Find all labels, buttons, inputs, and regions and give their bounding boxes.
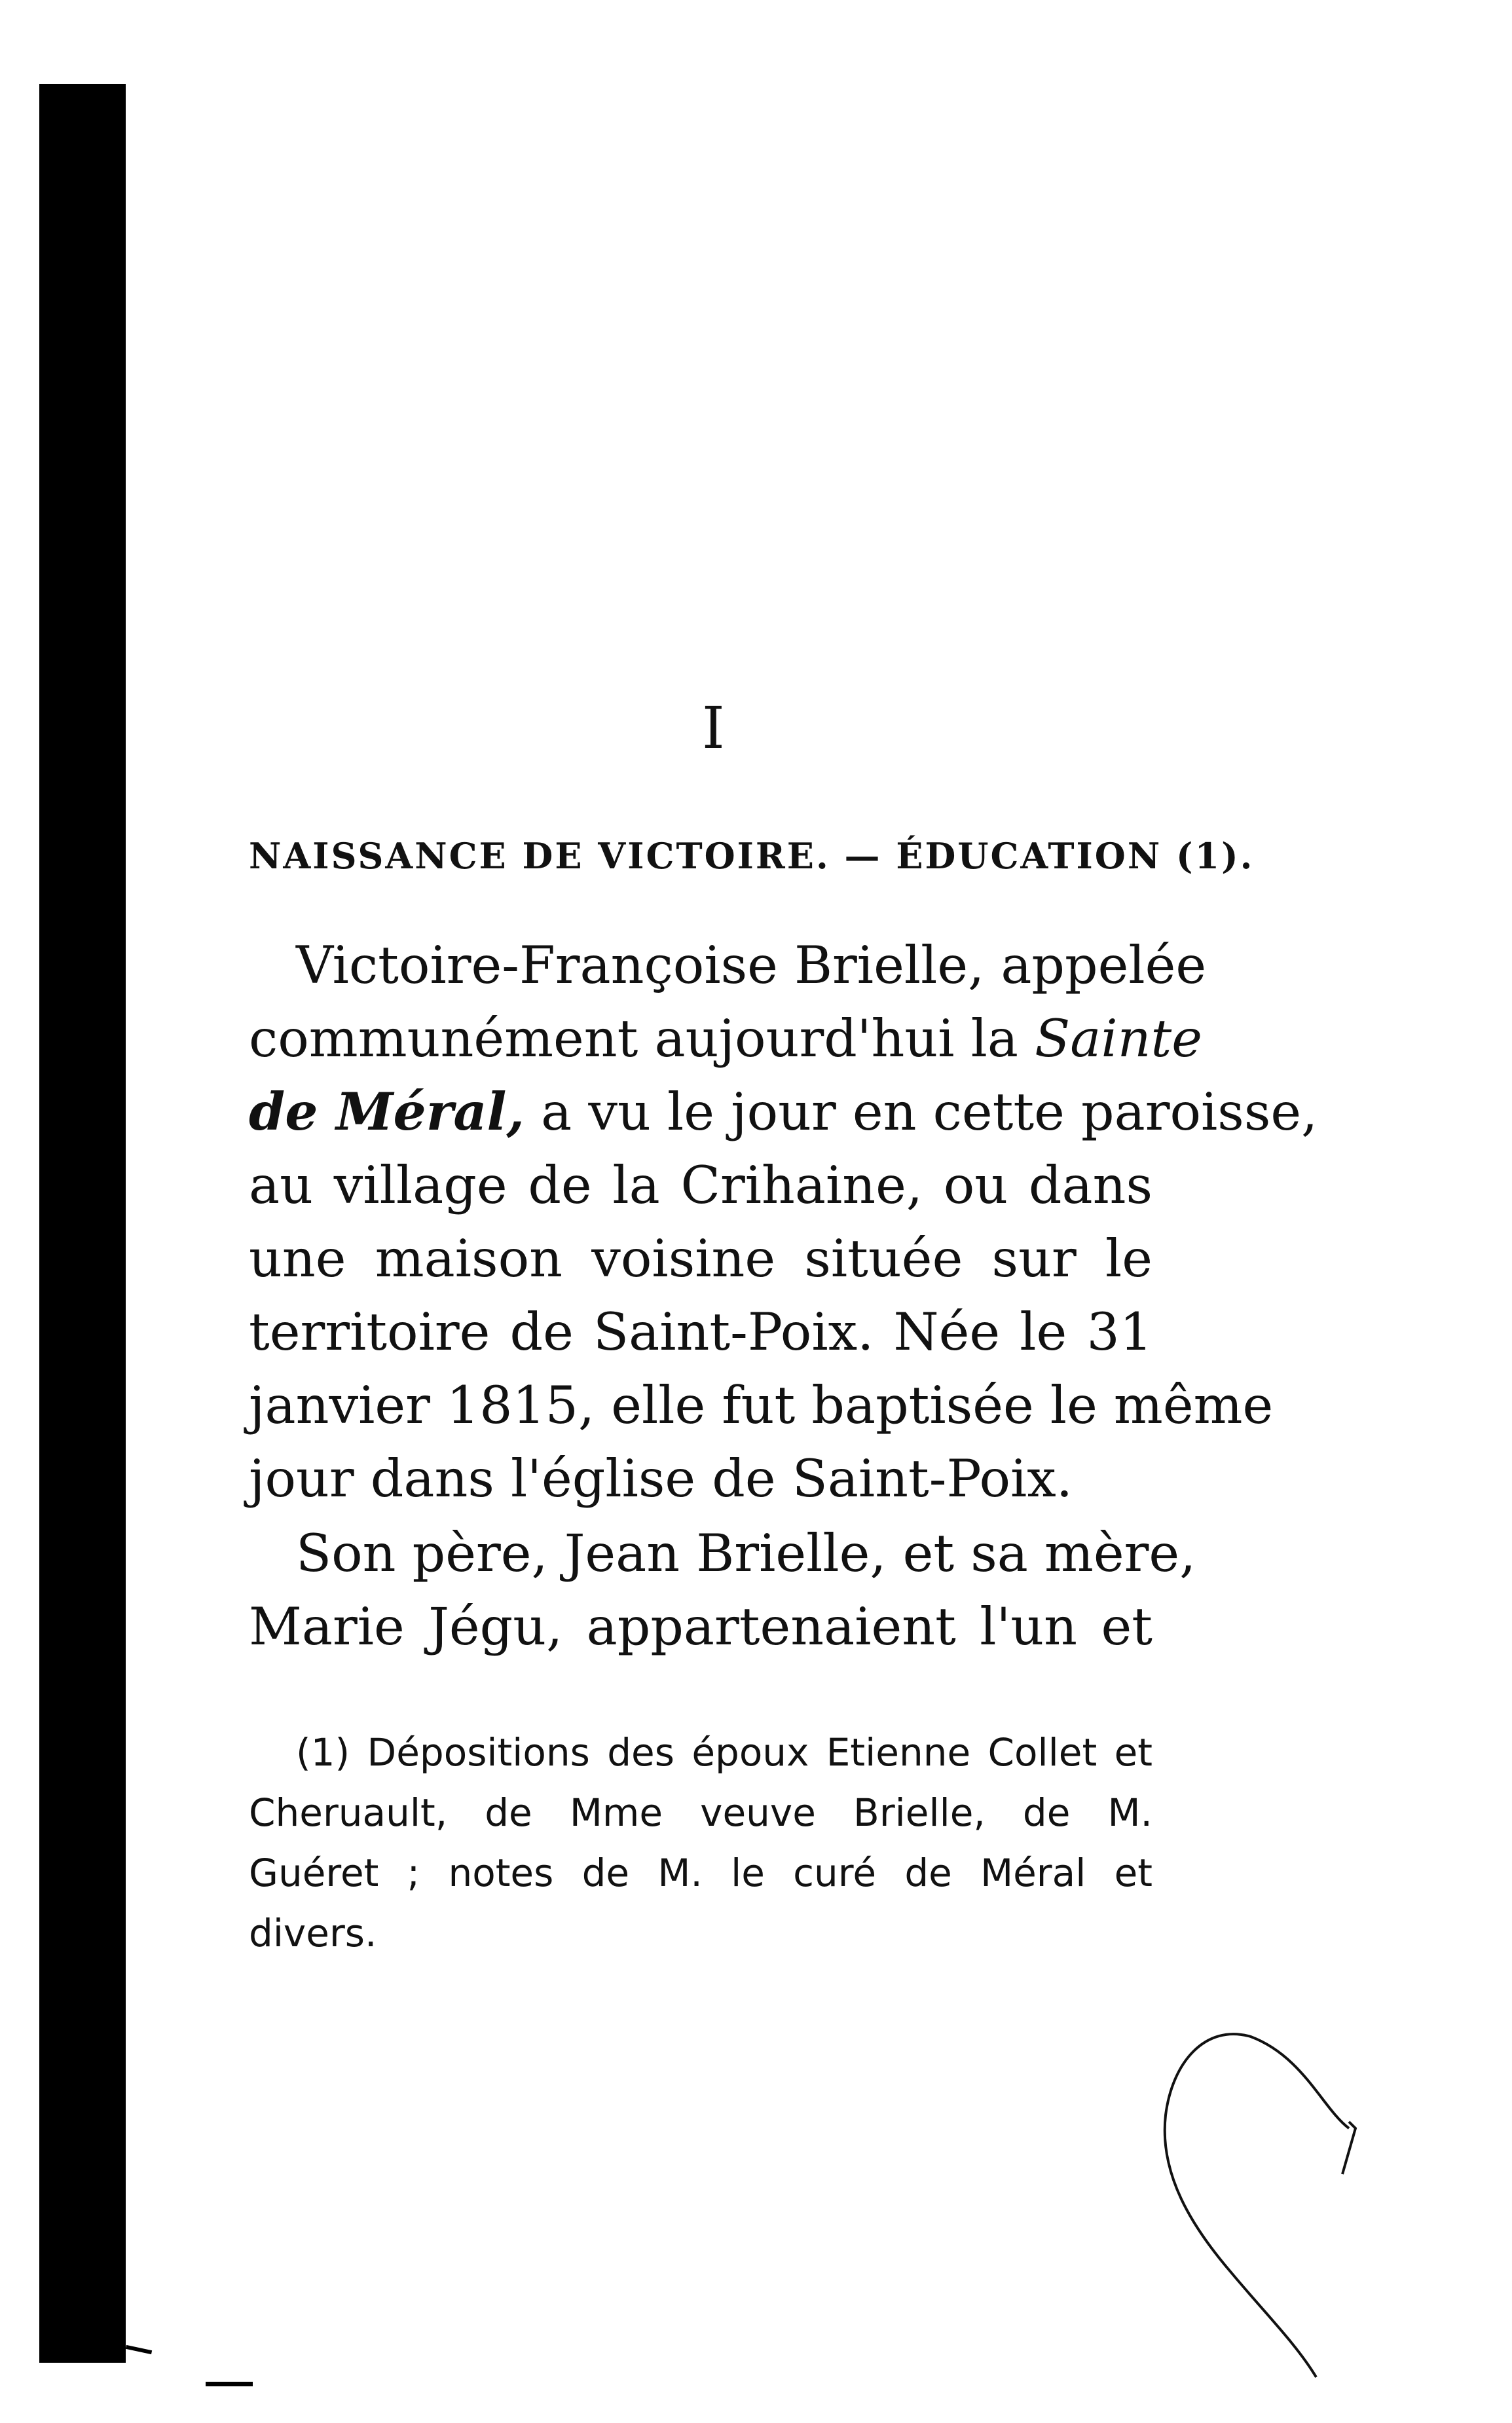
paragraph-1-line-8: jour dans l'église de Saint-Poix.	[249, 1449, 1073, 1509]
text-run: communément aujourd'hui la	[249, 1008, 1035, 1069]
chapter-heading: NAISSANCE DE VICTOIRE. — ÉDUCATION (1).	[249, 835, 1255, 877]
paragraph-1-line-7: janvier 1815, elle fut baptisée le même	[249, 1375, 1274, 1435]
footnote-line-1: (1) Dépositions des époux Etienne Collet et	[296, 1730, 1152, 1775]
italic-run: Sainte	[1035, 1008, 1202, 1069]
text-run: a vu le jour en cette paroisse,	[525, 1082, 1318, 1142]
binding-mark	[126, 2345, 152, 2354]
footnote-line-3: Guéret ; notes de M. le curé de Méral et	[249, 1851, 1152, 1895]
paragraph-2-line-2: Marie Jégu, appartenaient l'un et	[249, 1597, 1152, 1657]
paragraph-1	[249, 929, 1318, 1515]
paragraph-1-line-5: une maison voisine située sur le	[249, 1229, 1152, 1289]
paragraph-2	[249, 1517, 1196, 1663]
paragraph-2-line-1: Son père, Jean Brielle, et sa mère,	[296, 1523, 1196, 1583]
paragraph-1-line-3	[249, 1075, 1318, 1149]
paragraph-1-line-2	[249, 1002, 1202, 1075]
pencil-scribble	[1152, 2017, 1369, 2384]
binding-edge	[39, 84, 126, 2363]
italic-run: de Méral,	[249, 1081, 525, 1142]
paragraph-1-line-6: territoire de Saint-Poix. Née le 31	[249, 1302, 1152, 1362]
paragraph-1-line-4: au village de la Crihaine, ou dans	[249, 1155, 1152, 1215]
paragraph-1-line-1: Victoire-Françoise Brielle, appelée	[296, 935, 1207, 995]
bottom-ink-mark	[206, 2382, 253, 2386]
footnote-line-2: Cheruault, de Mme veuve Brielle, de M.	[249, 1790, 1152, 1835]
chapter-numeral: I	[702, 694, 725, 762]
footnote	[249, 1722, 1152, 1963]
footnote-line-4: divers.	[249, 1911, 377, 1955]
